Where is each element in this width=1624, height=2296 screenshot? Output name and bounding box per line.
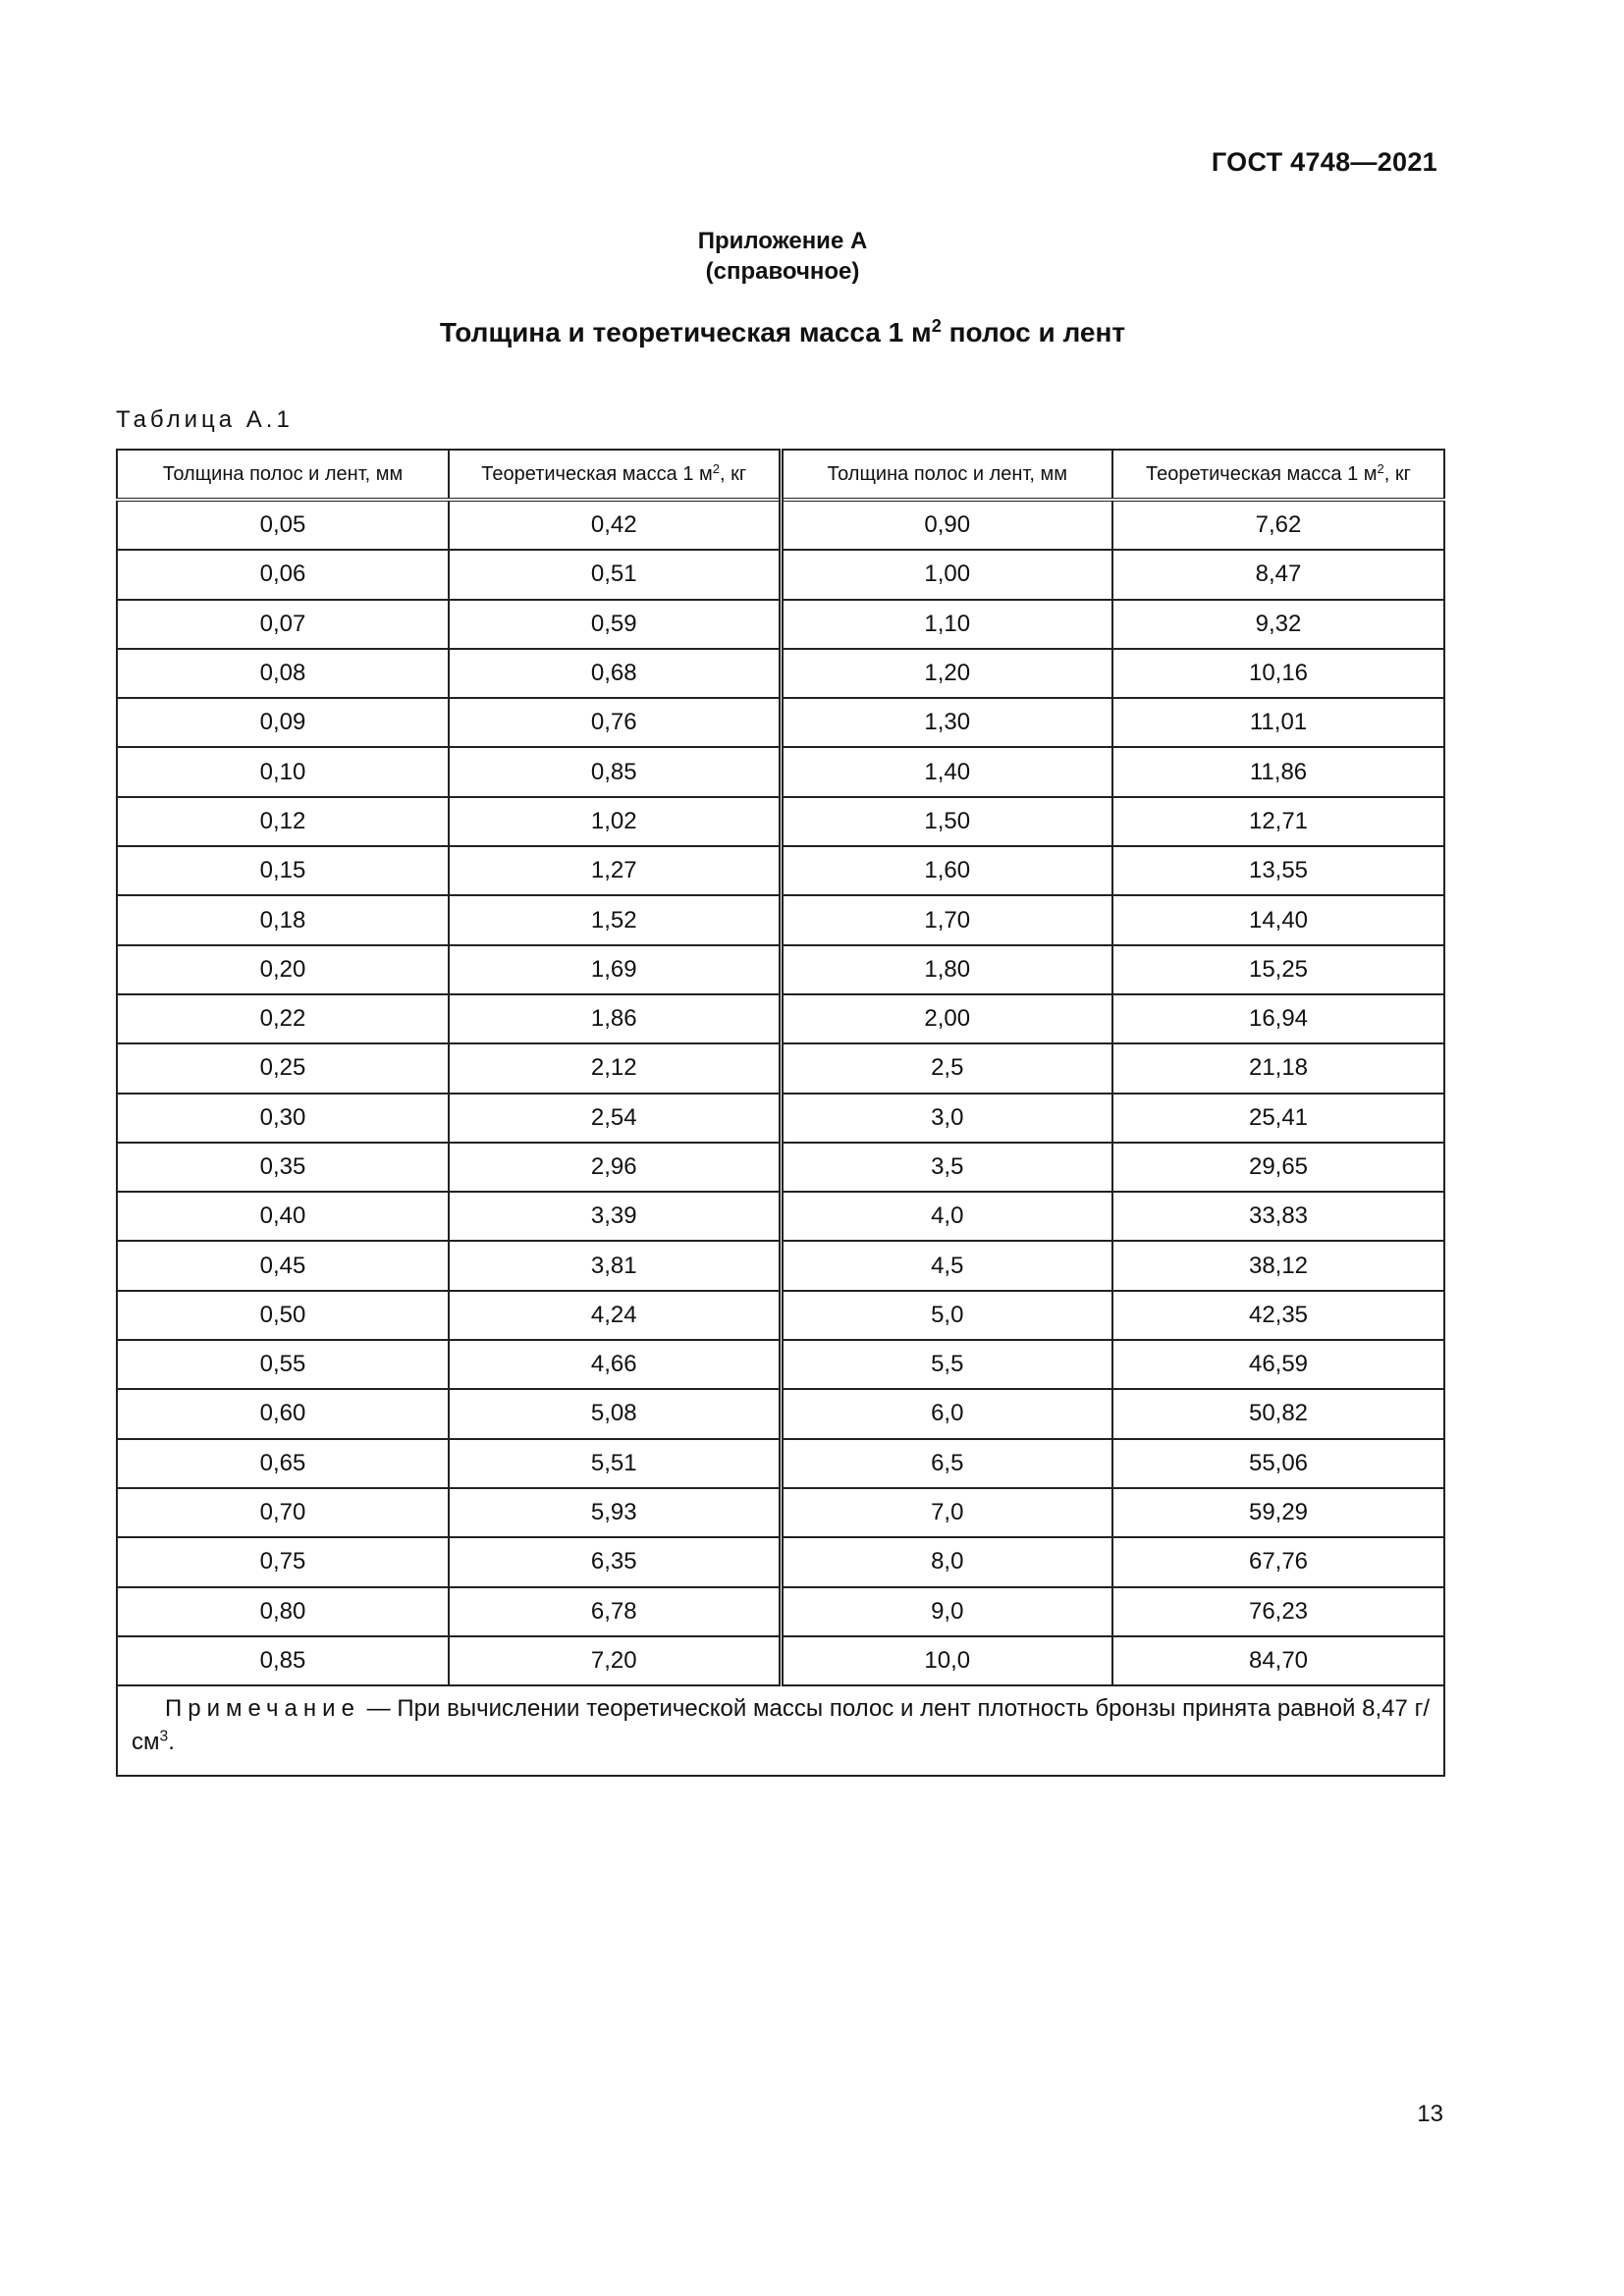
table-row — [117, 1043, 1444, 1093]
table-row — [117, 649, 1444, 698]
thickness-cell: 0,25 — [117, 1043, 449, 1093]
thickness-cell: 1,60 — [781, 846, 1112, 895]
mass-cell: 7,62 — [1112, 500, 1444, 550]
thickness-cell: 1,30 — [781, 698, 1112, 747]
thickness-cell: 0,12 — [117, 797, 449, 846]
document-code: ГОСТ 4748—2021 — [1211, 147, 1437, 177]
mass-cell: 6,78 — [449, 1587, 781, 1636]
thickness-cell: 4,0 — [781, 1192, 1112, 1241]
mass-cell: 59,29 — [1112, 1488, 1444, 1537]
mass-cell: 2,96 — [449, 1143, 781, 1192]
mass-cell: 46,59 — [1112, 1340, 1444, 1389]
mass-cell: 29,65 — [1112, 1143, 1444, 1192]
mass-cell: 2,54 — [449, 1094, 781, 1143]
thickness-cell: 5,0 — [781, 1291, 1112, 1340]
mass-cell: 3,39 — [449, 1192, 781, 1241]
table-body — [117, 500, 1444, 1685]
mass-cell: 1,02 — [449, 797, 781, 846]
thickness-cell: 0,15 — [117, 846, 449, 895]
mass-cell: 16,94 — [1112, 994, 1444, 1043]
mass-cell: 38,12 — [1112, 1241, 1444, 1290]
thickness-cell: 0,06 — [117, 550, 449, 599]
table-row — [117, 1439, 1444, 1488]
mass-cell: 0,59 — [449, 600, 781, 649]
header-mass-2: Теоретическая масса 1 $м^2$, кг — [1112, 450, 1444, 500]
thickness-cell: 0,75 — [117, 1537, 449, 1586]
note-superscript: 3 — [159, 1728, 169, 1745]
mass-cell: 14,40 — [1112, 895, 1444, 944]
thickness-cell: 0,90 — [781, 500, 1112, 550]
mass-cell: 9,32 — [1112, 600, 1444, 649]
table-row — [117, 945, 1444, 994]
thickness-cell: 0,70 — [117, 1488, 449, 1537]
page-title-suffix: полос и лент — [941, 317, 1126, 347]
thickness-cell: 0,18 — [117, 895, 449, 944]
mass-cell: 3,81 — [449, 1241, 781, 1290]
thickness-cell: 6,5 — [781, 1439, 1112, 1488]
page-title — [0, 317, 1565, 348]
page-number: 13 — [1417, 2101, 1443, 2127]
mass-cell: 33,83 — [1112, 1192, 1444, 1241]
table-row — [117, 1488, 1444, 1537]
thickness-cell: 0,40 — [117, 1192, 449, 1241]
mass-cell: 0,42 — [449, 500, 781, 550]
table-row — [117, 1241, 1444, 1290]
table-row — [117, 994, 1444, 1043]
header-thickness-1: Толщина полос и лент, мм — [117, 450, 449, 500]
mass-cell: 76,23 — [1112, 1587, 1444, 1636]
mass-cell: 4,24 — [449, 1291, 781, 1340]
mass-cell: 5,51 — [449, 1439, 781, 1488]
table-row — [117, 600, 1444, 649]
thickness-cell: 0,22 — [117, 994, 449, 1043]
thickness-cell: 0,07 — [117, 600, 449, 649]
page-title-text: Толщина и теоретическая масса 1 м — [439, 317, 932, 347]
mass-cell: 0,85 — [449, 747, 781, 796]
thickness-cell: 0,10 — [117, 747, 449, 796]
table-row — [117, 1291, 1444, 1340]
mass-cell: 2,12 — [449, 1043, 781, 1093]
table-row — [117, 1537, 1444, 1586]
thickness-cell: 0,20 — [117, 945, 449, 994]
header-thickness-2: Толщина полос и лент, мм — [781, 450, 1112, 500]
header-mass-1: Теоретическая масса 1 $м^2$, кг — [449, 450, 781, 500]
thickness-cell: 0,35 — [117, 1143, 449, 1192]
table-row — [117, 1636, 1444, 1685]
note-row — [117, 1685, 1444, 1776]
mass-cell: 11,86 — [1112, 747, 1444, 796]
thickness-cell: 2,5 — [781, 1043, 1112, 1093]
thickness-cell: 1,80 — [781, 945, 1112, 994]
thickness-cell: 0,60 — [117, 1389, 449, 1438]
annex-kind: (справочное) — [705, 258, 860, 285]
thickness-cell: 1,00 — [781, 550, 1112, 599]
thickness-cell: 1,50 — [781, 797, 1112, 846]
table-row — [117, 846, 1444, 895]
table-row — [117, 550, 1444, 599]
thickness-cell: 1,40 — [781, 747, 1112, 796]
mass-cell: 12,71 — [1112, 797, 1444, 846]
thickness-cell: 0,80 — [117, 1587, 449, 1636]
thickness-cell: 3,0 — [781, 1094, 1112, 1143]
table-caption: Таблица А.1 — [116, 406, 294, 433]
page-title-superscript: 2 — [931, 316, 942, 336]
thickness-cell: 0,05 — [117, 500, 449, 550]
mass-cell: 0,76 — [449, 698, 781, 747]
table-row — [117, 1192, 1444, 1241]
mass-cell: 5,93 — [449, 1488, 781, 1537]
table-row — [117, 1143, 1444, 1192]
note-suffix: . — [168, 1729, 175, 1756]
mass-cell: 25,41 — [1112, 1094, 1444, 1143]
table-row — [117, 1389, 1444, 1438]
thickness-cell: 0,30 — [117, 1094, 449, 1143]
thickness-cell: 5,5 — [781, 1340, 1112, 1389]
table-row — [117, 1340, 1444, 1389]
thickness-cell: 3,5 — [781, 1143, 1112, 1192]
thickness-cell: 0,50 — [117, 1291, 449, 1340]
mass-cell: 10,16 — [1112, 649, 1444, 698]
thickness-cell: 6,0 — [781, 1389, 1112, 1438]
mass-cell: 11,01 — [1112, 698, 1444, 747]
table-row — [117, 1587, 1444, 1636]
mass-cell: 4,66 — [449, 1340, 781, 1389]
table-note — [117, 1685, 1444, 1776]
table-row — [117, 1094, 1444, 1143]
mass-cell: 1,86 — [449, 994, 781, 1043]
thickness-cell: 0,65 — [117, 1439, 449, 1488]
thickness-cell: 0,08 — [117, 649, 449, 698]
thickness-cell: 9,0 — [781, 1587, 1112, 1636]
table-row — [117, 698, 1444, 747]
thickness-cell: 1,10 — [781, 600, 1112, 649]
thickness-cell: 10,0 — [781, 1636, 1112, 1685]
table-header-row — [117, 450, 1444, 500]
mass-cell: 7,20 — [449, 1636, 781, 1685]
thickness-cell: 0,45 — [117, 1241, 449, 1290]
mass-cell: 1,52 — [449, 895, 781, 944]
mass-cell: 67,76 — [1112, 1537, 1444, 1586]
thickness-cell: 1,20 — [781, 649, 1112, 698]
mass-cell: 1,27 — [449, 846, 781, 895]
thickness-cell: 0,85 — [117, 1636, 449, 1685]
thickness-mass-table — [116, 449, 1445, 1777]
table-row — [117, 797, 1444, 846]
mass-cell: 55,06 — [1112, 1439, 1444, 1488]
mass-cell: 50,82 — [1112, 1389, 1444, 1438]
mass-cell: 1,69 — [449, 945, 781, 994]
mass-cell: 8,47 — [1112, 550, 1444, 599]
mass-cell: 5,08 — [449, 1389, 781, 1438]
thickness-cell: 0,55 — [117, 1340, 449, 1389]
thickness-cell: 7,0 — [781, 1488, 1112, 1537]
mass-cell: 15,25 — [1112, 945, 1444, 994]
thickness-cell: 4,5 — [781, 1241, 1112, 1290]
mass-cell: 6,35 — [449, 1537, 781, 1586]
table-row — [117, 895, 1444, 944]
mass-cell: 42,35 — [1112, 1291, 1444, 1340]
annex-name: Приложение А — [697, 228, 868, 254]
mass-cell: 84,70 — [1112, 1636, 1444, 1685]
table-row — [117, 500, 1444, 550]
mass-cell: 0,68 — [449, 649, 781, 698]
thickness-cell: 0,09 — [117, 698, 449, 747]
mass-cell: 21,18 — [1112, 1043, 1444, 1093]
mass-cell: 13,55 — [1112, 846, 1444, 895]
thickness-cell: 1,70 — [781, 895, 1112, 944]
note-text: — При вычислении теоретической массы полос и лент плотность бронзы принята равной 8,47 г/см — [132, 1695, 1430, 1756]
mass-cell: 0,51 — [449, 550, 781, 599]
thickness-cell: 8,0 — [781, 1537, 1112, 1586]
thickness-cell: 2,00 — [781, 994, 1112, 1043]
table-row — [117, 747, 1444, 796]
note-label: Примечание — [165, 1695, 360, 1723]
